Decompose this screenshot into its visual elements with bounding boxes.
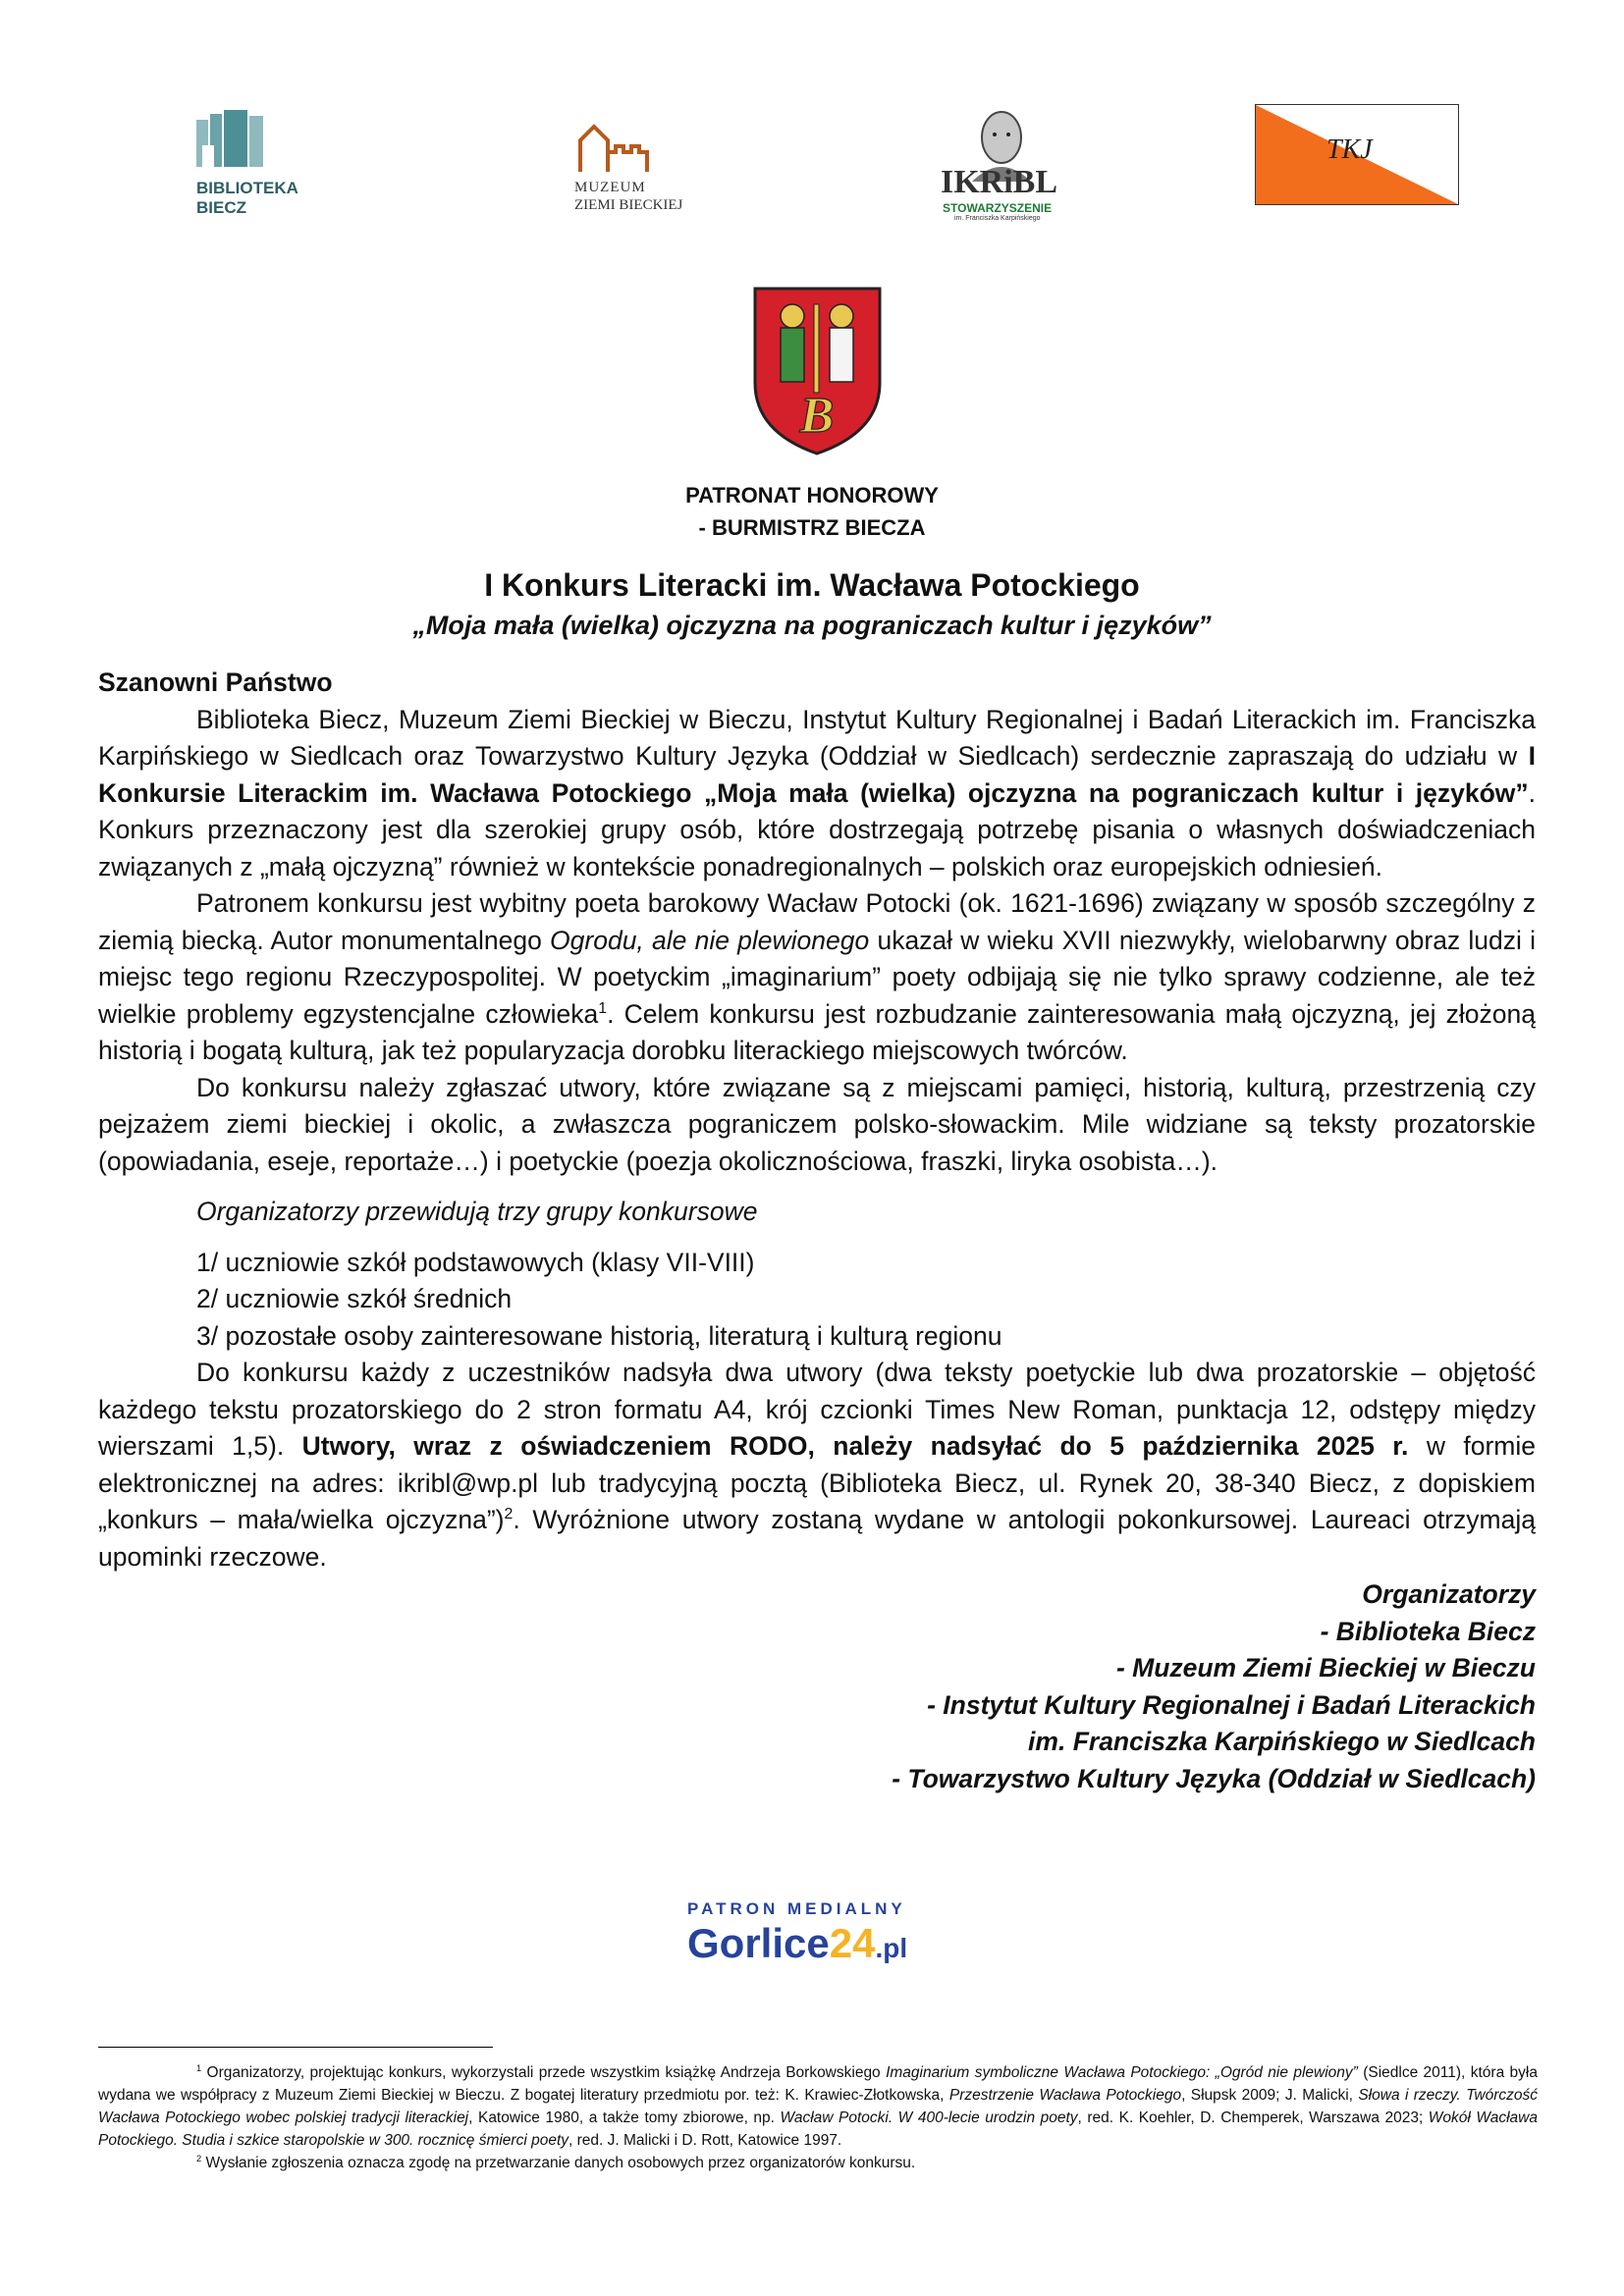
p2-book-title: Ogrodu, ale nie plewionego — [550, 925, 870, 955]
group-item: 2/ uczniowie szkół średnich — [196, 1284, 513, 1313]
organizers-heading: Organizatorzy — [1362, 1579, 1536, 1609]
fn1-f: Słowa i rzeczy. Twórczość Wacława Potockiego wobec polskiej tradycji literackiej — [98, 2087, 1539, 2126]
fn1-a: Organizatorzy, projektując konkurs, wykorzystali przede wszystkim książkę Andrzeja Borkowskiego — [201, 2064, 887, 2081]
muzeum-logo — [574, 123, 712, 221]
fn1-h: Wacław Potocki. W 400-lecie urodzin poety — [780, 2109, 1078, 2126]
footnotes — [98, 2061, 1538, 2174]
footnote-separator — [98, 2047, 493, 2048]
groups-list — [98, 1245, 1536, 1356]
fn1-c: (Siedlce 2011), która była wydana we współpracy z Muzeum Ziemi Bieckiej w Bieczu. Z bogatej literatury przedmiotu por. też: K. Krawiec-Złotkowska, — [98, 2064, 1538, 2104]
paragraph-4 — [98, 1355, 1536, 1575]
brand-24: 24 — [829, 1920, 876, 1966]
greeting: Szanowni Państwo — [98, 667, 333, 697]
fn1-d: Przestrzenie Wacława Potockiego — [948, 2087, 1182, 2104]
biblioteka-logo — [191, 110, 329, 223]
p4-deadline: Utwory, wraz z oświadczeniem RODO, należy nadsyłać do 5 października 2025 r. — [301, 1431, 1409, 1461]
patron-medialny-label: PATRON MEDIALNY — [687, 1899, 906, 1918]
patronat-line1: PATRONAT HONOROWY — [685, 483, 939, 507]
p2-text-c: ukazał w wieku XVII niezwykły, wielobarwny obraz ludzi i miejsc tego regionu Rzeczypospolitej. W poetyckim „imaginarium” poety odbijają się nie tylko sprawy codzienne, ale też wielkie problemy egzystencjalne człowieka — [98, 925, 1536, 1029]
ikribl-logo — [933, 103, 1080, 226]
p2-text-d: . Celem konkursu jest rozbudzanie zainteresowania małą ojczyzną, jej złożoną historią i bogatą kulturą, jak też popularyzacja dorobku literackiego miejscowych twórców. — [98, 998, 1536, 1065]
ikribl-sub: STOWARZYSZENIE — [943, 201, 1053, 215]
svg-text:B: B — [799, 388, 835, 444]
biblioteka-line2: BIECZ — [196, 198, 246, 217]
fn1-e: , Słupsk 2009; J. Malicki, — [1181, 2087, 1359, 2104]
fn1-b: Imaginarium symboliczne Wacława Potockiego: „Ogród nie plewiony” — [886, 2064, 1358, 2081]
p4-text-c: w formie elektronicznej na adres: ikribl@wp.pl lub tradycyjną pocztą (Biblioteka Biecz, ul. Rynek 20, 38-340 Biecz, z dopiskiem „konkurs – mała/wielka ojczyzna”) — [98, 1431, 1536, 1534]
ikribl-sub2: im. Franciszka Karpińskiego — [954, 215, 1041, 222]
paragraph-2 — [98, 885, 1536, 1070]
organizer-item: - Biblioteka Biecz — [1320, 1616, 1536, 1646]
footnote-2-number: 2 — [196, 2153, 202, 2163]
brand-gorlice: Gorlice — [687, 1920, 830, 1966]
footnote-ref-1: 1 — [598, 999, 608, 1017]
paragraph-3: Do konkursu należy zgłaszać utwory, które związane są z miejscami pamięci, historią, kulturą, przestrzenią czy pejzażem ziemi bieckiej i okolic, a zwłaszcza pograniczem polsko-słowackim. Mile widziane są teksty prozatorskie (opowiadania, eseje, reportaże…) i poetyckie (poezja okolicznościowa, fraszki, liryka osobista…). — [98, 1072, 1536, 1176]
muzeum-line1: MUZEUM — [574, 180, 646, 195]
footnote-2 — [98, 2152, 1538, 2174]
paragraph-1 — [98, 702, 1536, 886]
brand-pl: .pl — [875, 1933, 908, 1963]
group-item: 1/ uczniowie szkół podstawowych (klasy VII-VIII) — [196, 1247, 755, 1277]
p1-text-c: . Konkurs przeznaczony jest dla szerokiej grupy osób, które dostrzegają potrzebę pisania o własnych doświadczeniach związanych z „małą ojczyzną” również w kontekście ponadregionalnych – polskich oraz europejskich odniesień. — [98, 777, 1536, 881]
p2-text-a: Patronem konkursu jest wybitny poeta barokowy Wacław Potocki (ok. 1621-1696) związany w sposób szczególny z ziemią biecką. Autor monumentalnego — [98, 888, 1536, 955]
page-title: I Konkurs Literacki im. Wacława Potockiego — [484, 567, 1140, 603]
muzeum-line2: ZIEMI BIECKIEJ — [574, 197, 683, 213]
gorlice24-brand — [687, 1921, 962, 1971]
library-building-icon — [196, 110, 275, 167]
tkj-logo — [1255, 104, 1459, 205]
p4-text-a: Do konkursu każdy z uczestników nadsyła dwa utwory (dwa teksty poetyckie lub dwa prozatorskie – objętość każdego tekstu prozatorskiego do 2 stron formatu A4, krój czcionki Times New Roman, punktacja 12, odstępy między wierszami 1,5). — [98, 1358, 1536, 1461]
groups-heading: Organizatorzy przewidują trzy grupy konkursowe — [196, 1197, 758, 1226]
page-subtitle: „Moja mała (wielka) ojczyzna na pograniczach kultur i języków” — [412, 611, 1212, 640]
organizer-item: - Instytut Kultury Regionalnej i Badań Literackich — [927, 1689, 1536, 1720]
fn1-g: , Katowice 1980, a także tomy zbiorowe, np. — [468, 2109, 781, 2126]
footnote-1 — [98, 2061, 1538, 2152]
patronat-line2: - BURMISTRZ BIECZA — [698, 515, 926, 540]
group-item: 3/ pozostałe osoby zainteresowane historią, literaturą i kulturą regionu — [196, 1320, 1002, 1351]
organizer-item: - Towarzystwo Kultury Języka (Oddział w Siedlcach) — [892, 1763, 1536, 1793]
biblioteka-line1: BIBLIOTEKA — [196, 179, 298, 197]
biecz-coat-of-arms — [751, 285, 884, 456]
letter-body — [98, 665, 1536, 1797]
organizer-item: - Muzeum Ziemi Bieckiej w Bieczu — [1115, 1653, 1536, 1682]
organizer-item: im. Franciszka Karpińskiego w Siedlcach — [1028, 1727, 1536, 1756]
castle-icon — [576, 123, 655, 174]
p4-text-d: . Wyróżnione utwory zostaną wydane w antologii pokonkursowej. Laureaci otrzymają upominki rzeczowe. — [98, 1505, 1536, 1572]
tkj-text: TKJ — [1326, 134, 1373, 165]
p1-text-a: Biblioteka Biecz, Muzeum Ziemi Bieckiej w Bieczu, Instytut Kultury Regionalnej i Badań Literackich im. Franciszka Karpińskiego w Siedlcach oraz Towarzystwo Kultury Języka (Oddział w Siedlcach) serdecznie zapraszają do udziału w — [98, 704, 1536, 771]
ikribl-name: IKRiBL — [941, 164, 1058, 200]
p1-contest-name: I Konkursie Literackim im. Wacława Potockiego „Moja mała (wielka) ojczyzna na pograniczach kultur i języków” — [98, 741, 1536, 808]
fn1-k: , red. J. Malicki i D. Rott, Katowice 1997. — [568, 2132, 842, 2149]
footnote-1-number: 1 — [196, 2062, 202, 2073]
patron-medialny-logo — [687, 1899, 962, 1978]
fn2-text: Wysłanie zgłoszenia oznacza zgodę na przetwarzanie danych osobowych przez organizatorów konkursu. — [201, 2155, 916, 2171]
footnote-ref-2: 2 — [504, 1506, 514, 1523]
fn1-i: , red. K. Koehler, D. Chemperek, Warszawa 2023; — [1077, 2109, 1429, 2126]
organizers-block — [98, 1576, 1536, 1797]
fn1-j: Wokół Wacława Potockiego. Studia i szkice staropolskie w 300. rocznicę śmierci poety — [98, 2109, 1538, 2149]
